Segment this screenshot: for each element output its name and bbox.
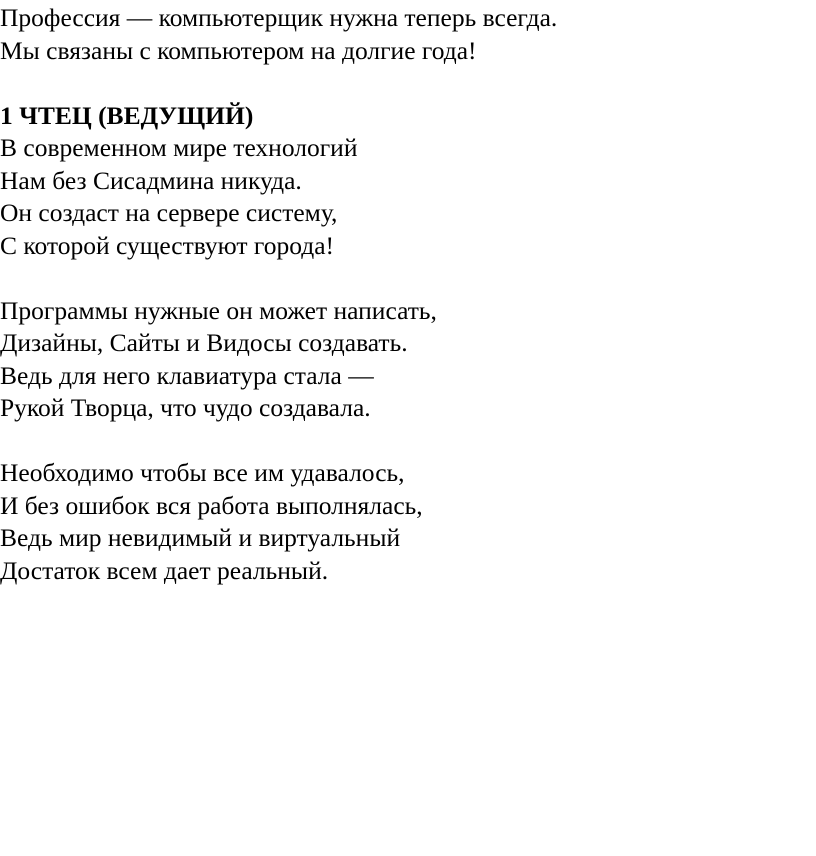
stanza-3	[0, 457, 816, 587]
verse-line: Необходимо чтобы все им удавалось,	[0, 458, 405, 487]
verse-line: Достаток всем дает реальный.	[0, 555, 329, 585]
intro-line: Профессия — компьютерщик нужна теперь всегда.	[0, 3, 558, 32]
verse-line: Дизайны, Сайты и Видосы создавать.	[0, 328, 408, 357]
stanza-2	[0, 295, 816, 425]
speaker-heading: 1 ЧТЕЦ (ВЕДУЩИЙ)	[0, 100, 254, 130]
stanza-1	[0, 100, 816, 263]
verse-line: Нам без Сисадмина никуда.	[0, 165, 302, 195]
verse-line: В современном мире технологий	[0, 133, 358, 162]
intro-line: Мы связаны с компьютером на долгие года!	[0, 35, 477, 65]
verse-line: Ведь для него клавиатура стала —	[0, 360, 374, 390]
intro-block	[0, 2, 816, 67]
verse-line: Он создаст на сервере систему,	[0, 198, 338, 227]
verse-line: С которой существуют города!	[0, 230, 335, 260]
verse-line: Ведь мир невидимый и виртуальный	[0, 523, 401, 552]
verse-line: И без ошибок вся работа выполнялась,	[0, 490, 423, 520]
verse-line: Программы нужные он может написать,	[0, 295, 437, 325]
verse-line: Рукой Творца, что чудо создавала.	[0, 393, 371, 422]
